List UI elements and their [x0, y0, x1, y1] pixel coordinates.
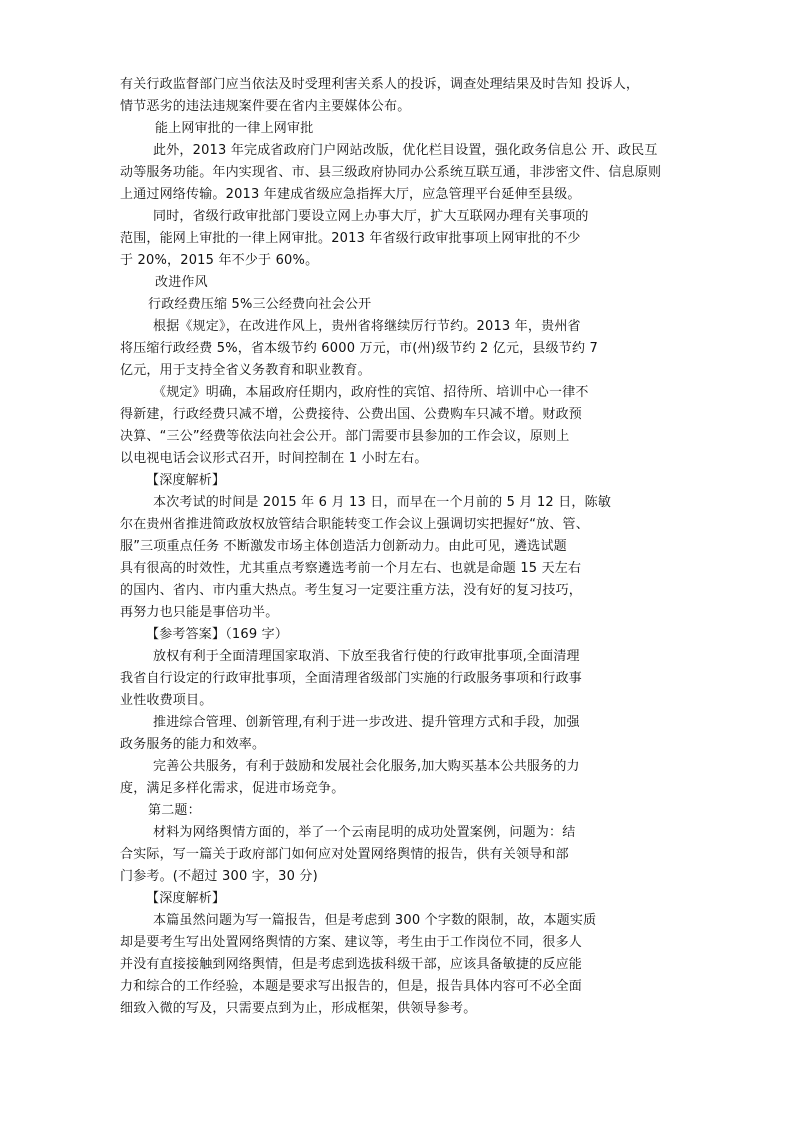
text-line: 的国内、省内、市内重大热点。考生复习一定要注重方法，没有好的复习技巧，	[120, 583, 583, 598]
text-line: 《规定》明确，本届政府任期内，政府性的宾馆、招待所、培训中心一律不	[153, 385, 589, 400]
text-line: 以电视电话会议形式召开，时间控制在 1 小时左右。	[120, 451, 428, 466]
section-heading: 【深度解析】	[146, 473, 226, 488]
text-line: 并没有直接接触到网络舆情，但是考虑到选拔科级干部，应该具备敏捷的反应能	[120, 957, 583, 972]
text-line: 完善公共服务，有利于鼓励和发展社会化服务,加大购买基本公共服务的力	[153, 759, 580, 774]
text-line: 上通过网络传输。2013 年建成省级应急指挥大厅，应急管理平台延伸至县级。	[120, 187, 581, 202]
text-line: 力和综合的工作经验，本题是要求写出报告的，但是，报告具体内容可不必全面	[120, 979, 583, 994]
text-line: 本篇虽然问题为写一篇报告，但是考虑到 300 个字数的限制，故，本题实质	[153, 913, 597, 928]
text-line: 门参考。(不超过 300 字，30 分)	[120, 869, 318, 884]
text-line: 合实际，写一篇关于政府部门如何应对处置网络舆情的报告，供有关领导和部	[120, 847, 569, 862]
section-heading: 改进作风	[155, 275, 208, 290]
text-line: 情节恶劣的违法违规案件要在省内主要媒体公布。	[120, 99, 411, 114]
text-line: 根据《规定》，在改进作风上，贵州省将继续厉行节约。2013 年，贵州省	[153, 319, 581, 334]
text-line: 材料为网络舆情方面的，举了一个云南昆明的成功处置案例，问题为：结	[153, 825, 576, 840]
text-line: 亿元，用于支持全省义务教育和职业教育。	[120, 363, 371, 378]
text-line: 度，满足多样化需求，促进市场竞争。	[120, 781, 345, 796]
text-line: 范围，能网上审批的一律上网审批。2013 年省级行政审批事项上网审批的不少	[120, 231, 581, 246]
text-line: 业性收费项目。	[120, 693, 213, 708]
text-line: 于 20%，2015 年不少于 60%。	[120, 253, 319, 268]
text-line: 动等服务功能。年内实现省、市、县三级政府协同办公系统互联互通，非涉密文件、信息原则	[120, 165, 662, 180]
text-line: 推进综合管理、创新管理,有利于进一步改进、提升管理方式和手段，加强	[153, 715, 580, 730]
text-line: 政务服务的能力和效率。	[120, 737, 266, 752]
text-line: 放权有利于全面清理国家取消、下放至我省行使的行政审批事项,全面清理	[153, 649, 580, 664]
section-heading: 【深度解析】	[146, 891, 226, 906]
section-heading: 【参考答案】（169 字）	[146, 627, 289, 642]
text-line: 却是要考生写出处置网络舆情的方案、建议等，考生由于工作岗位不同，很多人	[120, 935, 583, 950]
text-line: 细致入微的写及，只需要点到为止，形成框架，供领导参考。	[120, 1001, 477, 1016]
section-heading: 行政经费压缩 5%三公经费向社会公开	[148, 297, 372, 312]
section-heading: 能上网审批的一律上网审批	[155, 121, 314, 136]
text-line: 将压缩行政经费 5%，省本级节约 6000 万元，市(州)级节约 2 亿元，县级节约 7	[120, 341, 598, 356]
text-line: 同时，省级行政审批部门要设立网上办事大厅，扩大互联网办理有关事项的	[153, 209, 589, 224]
text-line: 有关行政监督部门应当依法及时受理利害关系人的投诉，调查处理结果及时告知 投诉人，	[120, 77, 640, 92]
text-line: 得新建，行政经费只减不增，公费接待、公费出国、公费购车只减不增。财政预	[120, 407, 583, 422]
text-line: 我省自行设定的行政审批事项，全面清理省级部门实施的行政服务事项和行政事	[120, 671, 583, 686]
text-line: 决算、“三公”经费等依法向社会公开。部门需要市县参加的工作会议，原则上	[120, 429, 570, 444]
text-line: 尔在贵州省推进简政放权放管结合职能转变工作会议上强调切实把握好“放、管、	[120, 517, 589, 532]
section-heading: 第二题：	[148, 803, 201, 818]
text-line: 服”三项重点任务 不断激发市场主体创造活力创新动力。由此可见，遴选试题	[120, 539, 567, 554]
text-line: 具有很高的时效性，尤其重点考察遴选考前一个月左右、也就是命题 15 天左右	[120, 561, 582, 576]
text-line: 本次考试的时间是 2015 年 6 月 13 日，而早在一个月前的 5 月 12 日，陈敏	[153, 495, 612, 510]
text-line: 再努力也只能是事倍功半。	[120, 605, 279, 620]
text-line: 此外，2013 年完成省政府门户网站改版，优化栏目设置，强化政务信息公 开、政民互	[153, 143, 658, 158]
